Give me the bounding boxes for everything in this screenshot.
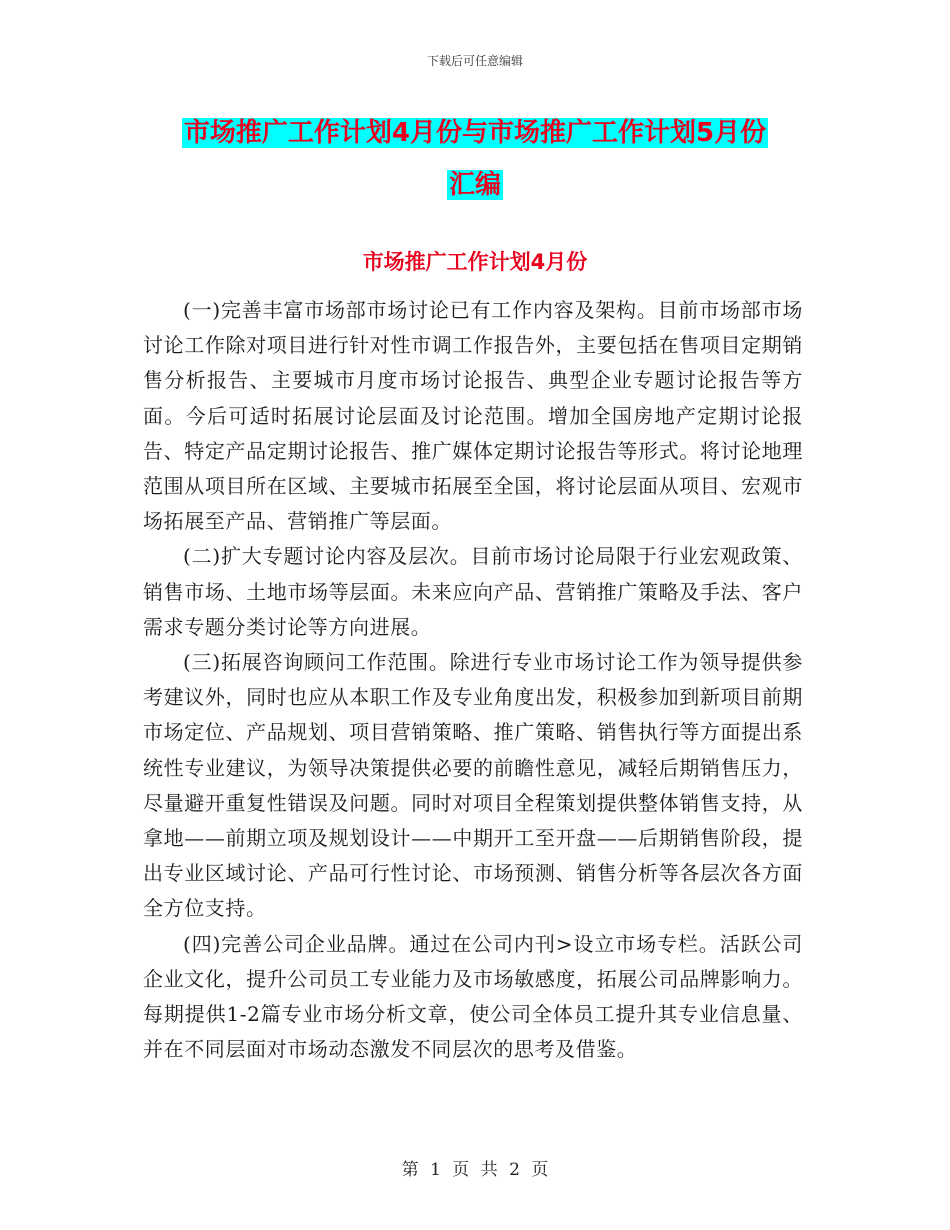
document-body: [143, 293, 803, 1067]
document-title-line-1: 市场推广工作计划4月份与市场推广工作计划5月份: [183, 118, 767, 148]
page-footer: 第 1 页 共 2 页: [401, 1160, 549, 1180]
paragraph-2: (二)扩大专题讨论内容及层次。目前市场讨论局限于行业宏观政策、销售市场、土地市场等层面。未来应向产品、营销推广策略及手法、客户需求专题分类讨论等方向进展。: [143, 544, 803, 639]
document-title: [0, 107, 950, 211]
paragraph-3: (三)拓展咨询顾问工作范围。除进行专业市场讨论工作为领导提供参考建议外，同时也应从本职工作及专业角度出发，积极参加到新项目前期市场定位、产品规划、项目营销策略、推广策略、销售执行等方面提出系统性专业建议，为领导决策提供必要的前瞻性意见，减轻后期销售压力，尽量避开重复性错误及问题。同时对项目全程策划提供整体销售支持，从拿地——前期立项及规划设计——中期开工至开盘——后期销售阶段，提出专业区域讨论、产品可行性讨论、市场预测、销售分析等各层次各方面全方位支持。: [143, 650, 803, 921]
page-header-note: 下载后可任意编辑: [426, 54, 523, 68]
section-title: 市场推广工作计划4月份: [362, 250, 588, 274]
paragraph-4: (四)完善公司企业品牌。通过在公司内刊>设立市场专栏。活跃公司企业文化，提升公司员工专业能力及市场敏感度，拓展公司品牌影响力。每期提供1-2篇专业市场分析文章，使公司全体员工提升其专业信息量、并在不同层面对市场动态激发不同层次的思考及借鉴。: [143, 931, 803, 1062]
paragraph-1: (一)完善丰富市场部市场讨论已有工作内容及架构。目前市场部市场讨论工作除对项目进行针对性市调工作报告外，主要包括在售项目定期销售分析报告、主要城市月度市场讨论报告、典型企业专题讨论报告等方面。今后可适时拓展讨论层面及讨论范围。增加全国房地产定期讨论报告、特定产品定期讨论报告、推广媒体定期讨论报告等形式。将讨论地理范围从项目所在区域、主要城市拓展至全国，将讨论层面从项目、宏观市场拓展至产品、营销推广等层面。: [143, 298, 803, 534]
document-title-line-2: 汇编: [448, 170, 501, 200]
